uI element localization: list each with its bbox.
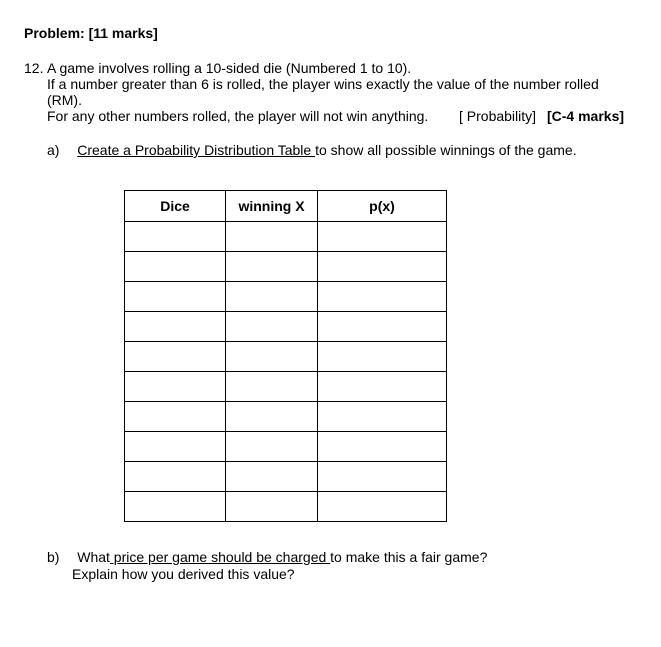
table-cell[interactable]	[226, 252, 318, 282]
question-line-1: A game involves rolling a 10-sided die (Numbered 1 to 10).	[47, 60, 412, 76]
table-row	[125, 372, 447, 402]
table-header-row	[125, 191, 447, 222]
table-cell[interactable]	[125, 432, 226, 462]
table-row	[125, 492, 447, 522]
part-a-label: a)	[47, 142, 60, 158]
table-cell[interactable]	[125, 492, 226, 522]
table-row	[125, 222, 447, 252]
table-cell[interactable]	[226, 312, 318, 342]
table-cell[interactable]	[125, 342, 226, 372]
table-cell[interactable]	[125, 282, 226, 312]
table-cell[interactable]	[226, 282, 318, 312]
table-cell[interactable]	[125, 252, 226, 282]
topic-tag: [ Probability]	[459, 108, 537, 124]
part-b-label: b)	[47, 549, 60, 565]
table-cell[interactable]	[318, 312, 447, 342]
table-cell[interactable]	[125, 312, 226, 342]
question-number: 12.	[24, 60, 44, 76]
part-b	[47, 549, 487, 565]
probability-distribution-table	[124, 190, 447, 522]
part-a-text: to show all possible winnings of the game.	[315, 142, 577, 158]
table-cell[interactable]	[318, 462, 447, 492]
table-row	[125, 432, 447, 462]
table-cell[interactable]	[318, 222, 447, 252]
table-row	[125, 462, 447, 492]
table-cell[interactable]	[125, 402, 226, 432]
table-row	[125, 402, 447, 432]
problem-title: Problem: [11 marks]	[24, 25, 158, 41]
table-row	[125, 252, 447, 282]
table-cell[interactable]	[125, 462, 226, 492]
table-cell[interactable]	[226, 462, 318, 492]
table-cell[interactable]	[318, 372, 447, 402]
table-cell[interactable]	[226, 402, 318, 432]
part-b-post: to make this a fair game?	[330, 549, 488, 565]
table-cell[interactable]	[318, 492, 447, 522]
table-cell[interactable]	[226, 372, 318, 402]
table-cell[interactable]	[226, 492, 318, 522]
table-cell[interactable]	[226, 222, 318, 252]
question-line-3: (RM).	[47, 92, 82, 108]
part-b-pre: What	[77, 549, 110, 565]
table-row	[125, 282, 447, 312]
question-line-2: If a number greater than 6 is rolled, the player wins exactly the value of the number rolled	[47, 76, 599, 92]
table-cell[interactable]	[318, 282, 447, 312]
header-dice: Dice	[125, 191, 226, 222]
table-cell[interactable]	[318, 432, 447, 462]
part-b-underlined-text: price per game should be charged	[109, 549, 331, 565]
table-cell[interactable]	[125, 372, 226, 402]
table-cell[interactable]	[318, 402, 447, 432]
table-cell[interactable]	[226, 342, 318, 372]
table-cell[interactable]	[125, 222, 226, 252]
header-px: p(x)	[318, 191, 447, 222]
table-row	[125, 312, 447, 342]
table-row	[125, 342, 447, 372]
table-cell[interactable]	[226, 432, 318, 462]
table-cell[interactable]	[318, 342, 447, 372]
header-winning-x: winning X	[226, 191, 318, 222]
part-a-underlined-text: Create a Probability Distribution Table	[77, 142, 316, 158]
marks-tag: [C-4 marks]	[547, 108, 625, 124]
part-b-line-2: Explain how you derived this value?	[72, 566, 295, 582]
question-line-4: For any other numbers rolled, the player will not win anything.	[47, 108, 429, 124]
table-cell[interactable]	[318, 252, 447, 282]
part-a	[47, 142, 577, 158]
